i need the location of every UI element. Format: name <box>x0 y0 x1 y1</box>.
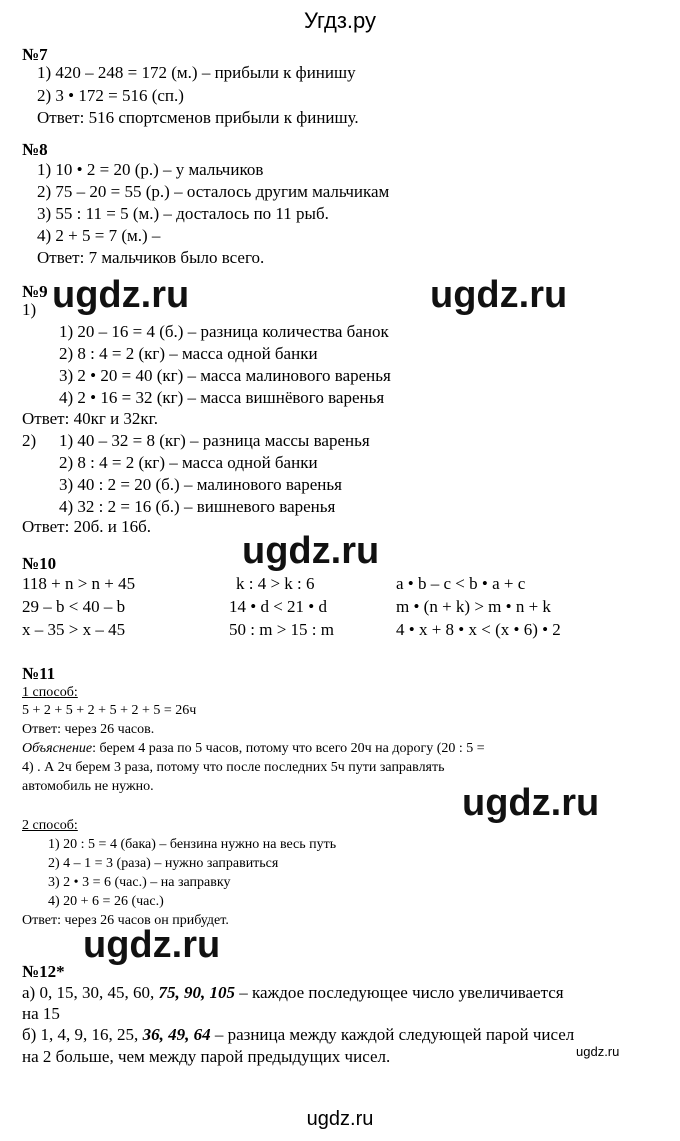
task-7-step-1: 1) 420 – 248 = 172 (м.) – прибыли к финишу <box>37 63 356 82</box>
task-9-title: №9 <box>22 282 48 301</box>
ineq-r2-c3: m • (n + k) > m • n + k <box>396 597 551 616</box>
ineq-r3-c3: 4 • x + 8 • x < (x • 6) • 2 <box>396 620 561 639</box>
task-7-answer: Ответ: 516 спортсменов прибыли к финишу. <box>37 108 359 127</box>
watermark-2: ugdz.ru <box>430 274 568 316</box>
task-12-b-bold: 36, 49, 64 <box>142 1025 211 1044</box>
footer-watermark: ugdz.ru <box>306 1108 374 1130</box>
ineq-r1-c1: 118 + n > n + 45 <box>22 574 136 593</box>
task-8-step-2: 2) 75 – 20 = 55 (р.) – осталось другим мальчикам <box>37 182 390 201</box>
ineq-r3-c1: x – 35 > x – 45 <box>22 620 126 639</box>
task-7-step-2: 2) 3 • 172 = 516 (сп.) <box>37 86 184 105</box>
task-12-b-cont: на 2 больше, чем между парой предыдущих чисел. <box>22 1047 391 1066</box>
task-9-p1-step-1: 1) 20 – 16 = 4 (б.) – разница количества банок <box>59 322 389 341</box>
task-8-step-1: 1) 10 • 2 = 20 (р.) – у мальчиков <box>37 160 264 179</box>
task-8-step-3: 3) 55 : 11 = 5 (м.) – досталось по 11 рыб. <box>37 204 329 223</box>
task-9-p1-step-4: 4) 2 • 16 = 32 (кг) – масса вишнёвого варенья <box>59 388 385 407</box>
task-11-way-1-label: 1 способ: <box>22 685 78 700</box>
task-9-p2-step-3: 3) 40 : 2 = 20 (б.) – малинового варенья <box>59 475 342 494</box>
task-9-part-1-label: 1) <box>22 300 37 319</box>
task-9-part-2-label: 2) <box>22 431 37 450</box>
task-9-p1-step-3: 3) 2 • 20 = 40 (кг) – масса малинового варенья <box>59 366 391 385</box>
task-9-p2-step-1: 1) 40 – 32 = 8 (кг) – разница массы варенья <box>59 431 370 450</box>
ineq-r2-c2: 14 • d < 21 • d <box>229 597 327 616</box>
task-9-p2-step-4: 4) 32 : 2 = 16 (б.) – вишневого варенья <box>59 497 336 516</box>
ineq-r3-c2: 50 : m > 15 : m <box>229 620 334 639</box>
ineq-r2-c1: 29 – b < 40 – b <box>22 597 126 616</box>
task-10-title: №10 <box>22 554 57 573</box>
task-11-w2-step-1: 1) 20 : 5 = 4 (бака) – бензина нужно на весь путь <box>48 837 337 852</box>
task-12-title: №12* <box>22 962 65 981</box>
task-11-way-2-label: 2 способ: <box>22 818 78 833</box>
task-11-answer-2: Ответ: через 26 часов он прибудет. <box>22 913 229 928</box>
task-7-title: №7 <box>22 45 48 64</box>
task-8-answer: Ответ: 7 мальчиков было всего. <box>37 248 265 267</box>
watermark-1: ugdz.ru <box>52 274 190 316</box>
task-11-explanation-line-2: 4) . А 2ч берем 3 раза, потому что после последних 5ч пути заправлять <box>22 760 445 775</box>
task-9-p1-step-2: 2) 8 : 4 = 2 (кг) – масса одной банки <box>59 344 318 363</box>
task-9-answer-2: Ответ: 20б. и 16б. <box>22 517 151 536</box>
task-8-title: №8 <box>22 140 48 159</box>
task-11-w2-step-4: 4) 20 + 6 = 26 (час.) <box>48 894 164 909</box>
watermark-small: ugdz.ru <box>576 1044 620 1059</box>
watermark-5: ugdz.ru <box>83 924 221 966</box>
task-12-a-bold: 75, 90, 105 <box>158 983 235 1002</box>
task-11-w2-step-2: 2) 4 – 1 = 3 (раза) – нужно заправиться <box>48 856 279 871</box>
task-11-sum: 5 + 2 + 5 + 2 + 5 + 2 + 5 = 26ч <box>22 703 197 718</box>
ineq-r1-c2: k : 4 > k : 6 <box>236 574 315 593</box>
task-12-a-cont: на 15 <box>22 1004 60 1023</box>
watermark-3: ugdz.ru <box>242 530 380 572</box>
task-12-b: б) 1, 4, 9, 16, 25, 36, 49, 64 – разница между каждой следующей парой чисел <box>22 1025 575 1044</box>
site-title: Угдз.ру <box>303 8 377 33</box>
ineq-r1-c3: a • b – c < b • a + c <box>396 574 526 593</box>
watermark-4: ugdz.ru <box>462 782 600 824</box>
task-9-answer-1: Ответ: 40кг и 32кг. <box>22 409 158 428</box>
task-12-a: а) 0, 15, 30, 45, 60, 75, 90, 105 – каждое последующее число увеличивается <box>22 983 564 1002</box>
task-11-explanation-line-3: автомобиль не нужно. <box>22 779 154 794</box>
task-11-explanation-line-1: Объяснение: берем 4 раза по 5 часов, потому что всего 20ч на дорогу (20 : 5 = <box>22 741 485 756</box>
task-11-w2-step-3: 3) 2 • 3 = 6 (час.) – на заправку <box>48 875 231 890</box>
task-9-p2-step-2: 2) 8 : 4 = 2 (кг) – масса одной банки <box>59 453 318 472</box>
task-11-title: №11 <box>22 664 56 683</box>
task-8-step-4: 4) 2 + 5 = 7 (м.) – <box>37 226 161 245</box>
task-11-answer-1: Ответ: через 26 часов. <box>22 722 155 737</box>
explanation-label: Объяснение <box>22 741 93 756</box>
